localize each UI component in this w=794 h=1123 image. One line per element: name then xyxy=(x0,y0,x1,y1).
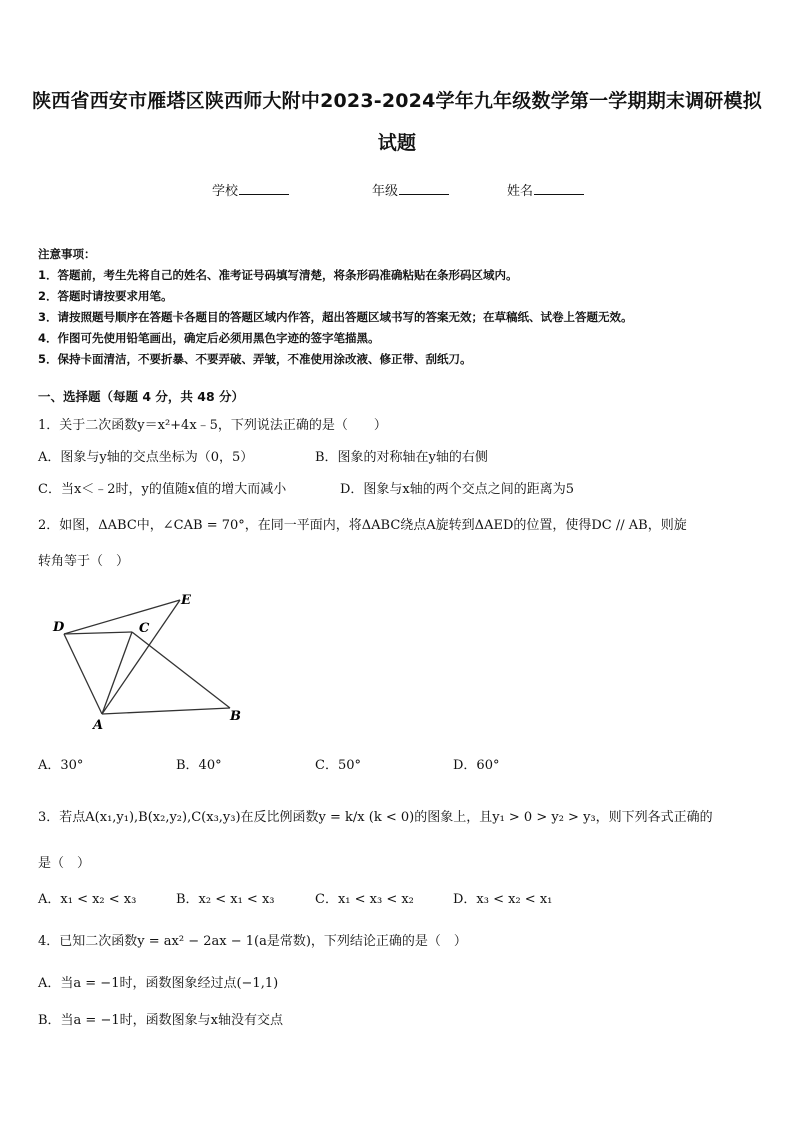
question-1-option-d[interactable]: D．图象与x轴的两个交点之间的距离为5 xyxy=(340,482,575,497)
page-title: 陕西省西安市雁塔区陕西师大附中2023-2024学年九年级数学第一学期期末调研模拟 xyxy=(32,90,762,112)
segment-da xyxy=(64,634,102,714)
label-c: C xyxy=(139,621,150,636)
question-3-option-a[interactable]: A．x₁ < x₂ < x₃ xyxy=(38,892,137,907)
note-item: 4．作图可先使用铅笔画出，确定后必须用黑色字迹的签字笔描黑。 xyxy=(38,331,380,345)
question-1-option-c[interactable]: C．当x＜﹣2时，y的值随x值的增大而减小 xyxy=(38,482,287,497)
question-2-option-d[interactable]: D．60° xyxy=(453,758,500,773)
label-b: B xyxy=(230,709,241,724)
name-field[interactable] xyxy=(507,180,584,199)
question-3-option-c[interactable]: C．x₁ < x₃ < x₂ xyxy=(315,892,414,907)
question-2-option-a[interactable]: A．30° xyxy=(38,758,84,773)
note-item: 2．答题时请按要求用笔。 xyxy=(38,289,173,303)
label-d: D xyxy=(53,620,65,635)
question-3-stem-continued: 是（ ） xyxy=(38,856,91,871)
segment-ca xyxy=(102,632,132,714)
question-2-option-c[interactable]: C．50° xyxy=(315,758,361,773)
question-1-option-a[interactable]: A．图象与y轴的交点坐标为（0，5） xyxy=(38,450,254,465)
grade-blank[interactable] xyxy=(399,182,449,195)
question-4-option-a[interactable]: A．当a = −1时，函数图象经过点(−1,1) xyxy=(38,976,279,991)
name-label: 姓名 xyxy=(507,184,534,199)
question-3-stem: 3．若点A(x₁,y₁),B(x₂,y₂),C(x₃,y₃)在反比例函数y = k/x (k < 0)的图象上，且y₁ > 0 > y₂ > y₃，则下列各式正确的 xyxy=(38,810,713,825)
question-2-option-b[interactable]: B．40° xyxy=(176,758,222,773)
note-item: 1．答题前，考生先将自己的姓名、准考证号码填写清楚，将条形码准确粘贴在条形码区域内。 xyxy=(38,268,518,282)
question-3-option-b[interactable]: B．x₂ < x₁ < x₃ xyxy=(176,892,275,907)
grade-label: 年级 xyxy=(372,184,399,199)
school-field[interactable] xyxy=(212,180,289,199)
notes-heading: 注意事项： xyxy=(38,247,96,261)
label-e: E xyxy=(181,593,191,608)
triangle-rotation-diagram xyxy=(50,590,250,730)
note-item: 5．保持卡面清洁，不要折暴、不要弄破、弄皱，不准使用涂改液、修正带、刮纸刀。 xyxy=(38,352,472,366)
label-a: A xyxy=(93,718,104,730)
notes-block xyxy=(38,244,633,370)
school-blank[interactable] xyxy=(239,182,289,195)
question-2-stem-continued: 转角等于（ ） xyxy=(38,554,130,569)
name-blank[interactable] xyxy=(534,182,584,195)
question-3-option-d[interactable]: D．x₃ < x₂ < x₁ xyxy=(453,892,553,907)
question-1-option-b[interactable]: B．图象的对称轴在y轴的右侧 xyxy=(315,450,488,465)
segment-ab xyxy=(102,708,230,714)
question-1-stem: 1．关于二次函数y＝x²+4x﹣5，下列说法正确的是（ ） xyxy=(38,418,387,433)
page-title-continued: 试题 xyxy=(377,132,417,154)
segment-dc xyxy=(64,632,132,634)
note-item: 3．请按照题号顺序在答题卡各题目的答题区域内作答，超出答题区域书写的答案无效；在草稿纸、试卷上答题无效。 xyxy=(38,310,633,324)
question-4-option-b[interactable]: B．当a = −1时，函数图象与x轴没有交点 xyxy=(38,1013,283,1028)
section-heading: 一、选择题（每题 4 分，共 48 分） xyxy=(38,389,245,404)
segment-de xyxy=(64,600,180,634)
question-4-stem: 4．已知二次函数y = ax² − 2ax − 1(a是常数)，下列结论正确的是（ ） xyxy=(38,934,467,949)
segment-ae xyxy=(102,600,180,714)
grade-field[interactable] xyxy=(372,180,449,199)
question-2-stem: 2．如图，ΔABC中，∠CAB = 70°，在同一平面内，将ΔABC绕点A旋转到ΔAED的位置，使得DC // AB，则旋 xyxy=(38,518,687,533)
school-label: 学校 xyxy=(212,184,239,199)
segment-cb xyxy=(132,632,230,708)
